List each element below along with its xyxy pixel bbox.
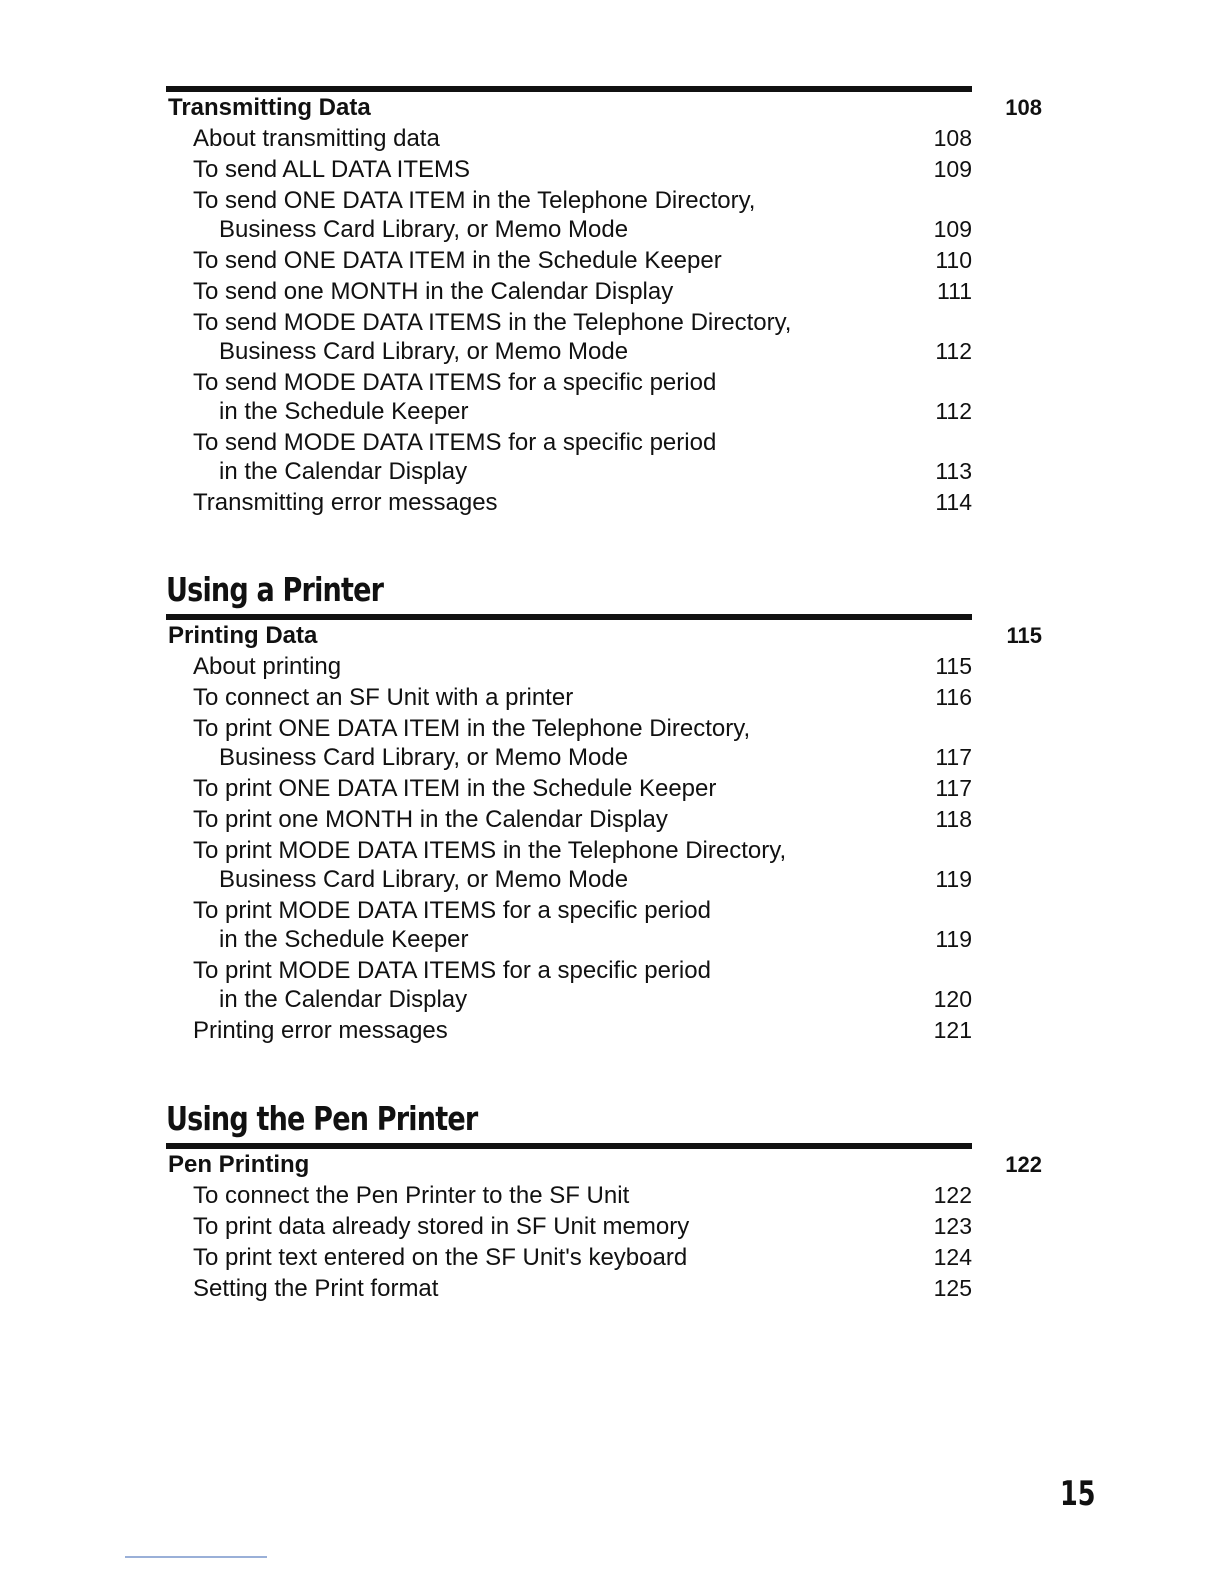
toc-entry: [166, 896, 972, 954]
toc-entry: [166, 1243, 972, 1272]
toc-entry: [166, 683, 972, 712]
toc-entry: [166, 1212, 972, 1241]
toc-section-pen-printer: [166, 1099, 1046, 1305]
entry-title: To connect the Pen Printer to the SF Unit: [193, 1182, 630, 1209]
entry-title: To send ONE DATA ITEM in the Telephone Directory,: [193, 187, 756, 214]
toc-entry: [166, 186, 972, 244]
toc-entry: [166, 1016, 972, 1045]
entry-title: About printing: [193, 653, 342, 680]
group-page-number: 108: [1005, 95, 1042, 120]
entry-page-number: 116: [935, 684, 972, 710]
group-page-number: 122: [1005, 1152, 1042, 1177]
entry-page-number: 125: [933, 1275, 972, 1301]
entry-title-continued: Business Card Library, or Memo Mode: [219, 338, 629, 365]
entry-page-number: 120: [933, 986, 972, 1012]
entry-page-number: 111: [937, 278, 972, 304]
entry-title: To print ONE DATA ITEM in the Telephone Directory,: [193, 715, 751, 742]
entry-page-number: 109: [933, 216, 972, 242]
entry-title: Transmitting error messages: [193, 489, 498, 516]
entry-title: To print ONE DATA ITEM in the Schedule Keeper: [193, 775, 717, 802]
entry-title: To print MODE DATA ITEMS in the Telephone Directory,: [193, 837, 787, 864]
entry-title: To send MODE DATA ITEMS in the Telephone Directory,: [193, 309, 792, 336]
entry-title: To send one MONTH in the Calendar Display: [193, 278, 674, 305]
group-heading: [166, 620, 1046, 652]
toc-entry: [166, 368, 972, 426]
entry-title: About transmitting data: [193, 125, 440, 152]
entry-page-number: 124: [933, 1244, 972, 1270]
entry-title: To send MODE DATA ITEMS for a specific period: [193, 369, 717, 396]
group-heading: [166, 1149, 1046, 1181]
toc-entry: [166, 805, 972, 834]
entry-page-number: 110: [935, 247, 972, 273]
toc-entry: [166, 1181, 972, 1210]
entry-page-number: 123: [933, 1213, 972, 1239]
group-title: Printing Data: [168, 622, 318, 649]
entry-title: To print MODE DATA ITEMS for a specific period: [193, 897, 711, 924]
entry-title: To print text entered on the SF Unit's keyboard: [193, 1244, 688, 1271]
entry-page-number: 113: [935, 458, 972, 484]
group-title: Transmitting Data: [168, 94, 371, 121]
page-number: 15: [1060, 1474, 1096, 1514]
entry-title-continued: Business Card Library, or Memo Mode: [219, 216, 629, 243]
entry-title: To print one MONTH in the Calendar Display: [193, 806, 668, 833]
entry-page-number: 112: [935, 398, 972, 424]
group-heading: [166, 92, 1046, 124]
group-page-number: 115: [1006, 623, 1042, 648]
entry-list: [166, 1181, 1046, 1303]
toc-entry: [166, 1274, 972, 1303]
entry-list: [166, 652, 1046, 1045]
entry-page-number: 114: [935, 489, 972, 515]
entry-title: To print MODE DATA ITEMS for a specific period: [193, 957, 711, 984]
chapter-title: Using a Printer: [166, 570, 384, 609]
entry-page-number: 109: [933, 156, 972, 182]
entry-title: To connect an SF Unit with a printer: [193, 684, 574, 711]
entry-title: To send ALL DATA ITEMS: [193, 156, 471, 183]
entry-title: To print data already stored in SF Unit memory: [193, 1213, 690, 1240]
entry-title-continued: in the Calendar Display: [219, 986, 468, 1013]
entry-title: To send MODE DATA ITEMS for a specific period: [193, 429, 717, 456]
entry-page-number: 118: [935, 806, 972, 832]
entry-title-continued: in the Schedule Keeper: [219, 926, 469, 953]
toc-entry: [166, 428, 972, 486]
toc-entry: [166, 277, 972, 306]
toc-section-printer: [166, 570, 1046, 1047]
group-title: Pen Printing: [168, 1151, 310, 1178]
entry-page-number: 121: [933, 1017, 972, 1043]
toc-entry: [166, 836, 972, 894]
entry-list: [166, 124, 1046, 517]
toc-section-transmitting: [166, 86, 1046, 519]
toc-entry: [166, 774, 972, 803]
entry-title: Printing error messages: [193, 1017, 448, 1044]
toc-entry: [166, 956, 972, 1014]
toc-entry: [166, 308, 972, 366]
entry-page-number: 119: [935, 926, 972, 952]
toc-entry: [166, 124, 972, 153]
entry-title-continued: Business Card Library, or Memo Mode: [219, 866, 629, 893]
entry-title: To send ONE DATA ITEM in the Schedule Keeper: [193, 247, 722, 274]
entry-page-number: 108: [933, 125, 972, 151]
scan-edge-mark: [125, 1556, 267, 1558]
chapter-title: Using the Pen Printer: [166, 1099, 478, 1138]
entry-title-continued: in the Schedule Keeper: [219, 398, 469, 425]
entry-title-continued: in the Calendar Display: [219, 458, 468, 485]
toc-entry: [166, 488, 972, 517]
entry-page-number: 117: [935, 744, 972, 770]
entry-title-continued: Business Card Library, or Memo Mode: [219, 744, 629, 771]
entry-page-number: 119: [935, 866, 972, 892]
toc-entry: [166, 652, 972, 681]
entry-page-number: 115: [935, 653, 972, 679]
toc-entry: [166, 714, 972, 772]
toc-entry: [166, 246, 972, 275]
toc-entry: [166, 155, 972, 184]
entry-page-number: 122: [933, 1182, 972, 1208]
entry-page-number: 112: [935, 338, 972, 364]
entry-title: Setting the Print format: [193, 1275, 439, 1302]
entry-page-number: 117: [935, 775, 972, 801]
